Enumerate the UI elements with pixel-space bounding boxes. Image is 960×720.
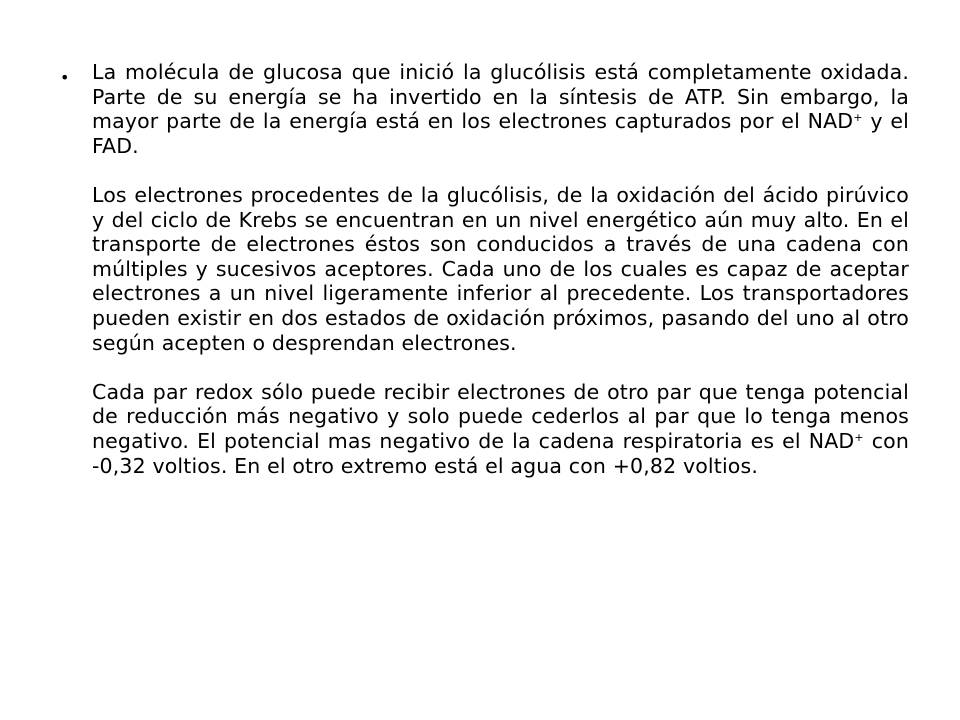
paragraph-1-superscript: + xyxy=(853,111,863,125)
paragraph-electron-transport xyxy=(92,183,909,355)
paragraph-1-text-a: La molécula de glucosa que inició la glucólisis está completamente oxidada. Parte de su energía se ha invertido en la síntesis de ATP. Sin embargo, la mayor parte de la energía está en los electrones capturados por el NAD xyxy=(92,60,909,134)
paragraph-3-text-b: con -0,32 voltios. En el otro extremo está el agua con +0,82 voltios. xyxy=(92,428,909,478)
paragraph-3-superscript: + xyxy=(854,430,864,444)
paragraph-redox-potential xyxy=(92,380,909,478)
paragraph-2-text: Los electrones procedentes de la glucólisis, de la oxidación del ácido pirúvico y del ciclo de Krebs se encuentran en un nivel energético aún muy alto. En el transporte de electrones éstos son conducidos a través de una cadena con múltiples y sucesivos aceptores. Cada uno de los cuales es capaz de aceptar electrones a un nivel ligeramente inferior al precedente. Los transportadores pueden existir en dos estados de oxidación próximos, pasando del uno al otro según acepten o desprendan electrones. xyxy=(92,182,909,355)
slide-body xyxy=(92,60,909,478)
paragraph-3-text-a: Cada par redox sólo puede recibir electrones de otro par que tenga potencial de reducción más negativo y solo puede cederlos al par que lo tenga menos negativo. El potencial mas negativo de la cadena respiratoria es el NAD xyxy=(92,379,909,453)
paragraph-glucose-oxidation xyxy=(92,60,909,158)
bullet-marker: • xyxy=(60,68,70,87)
paragraph-1-text-b: y el FAD. xyxy=(92,109,909,158)
